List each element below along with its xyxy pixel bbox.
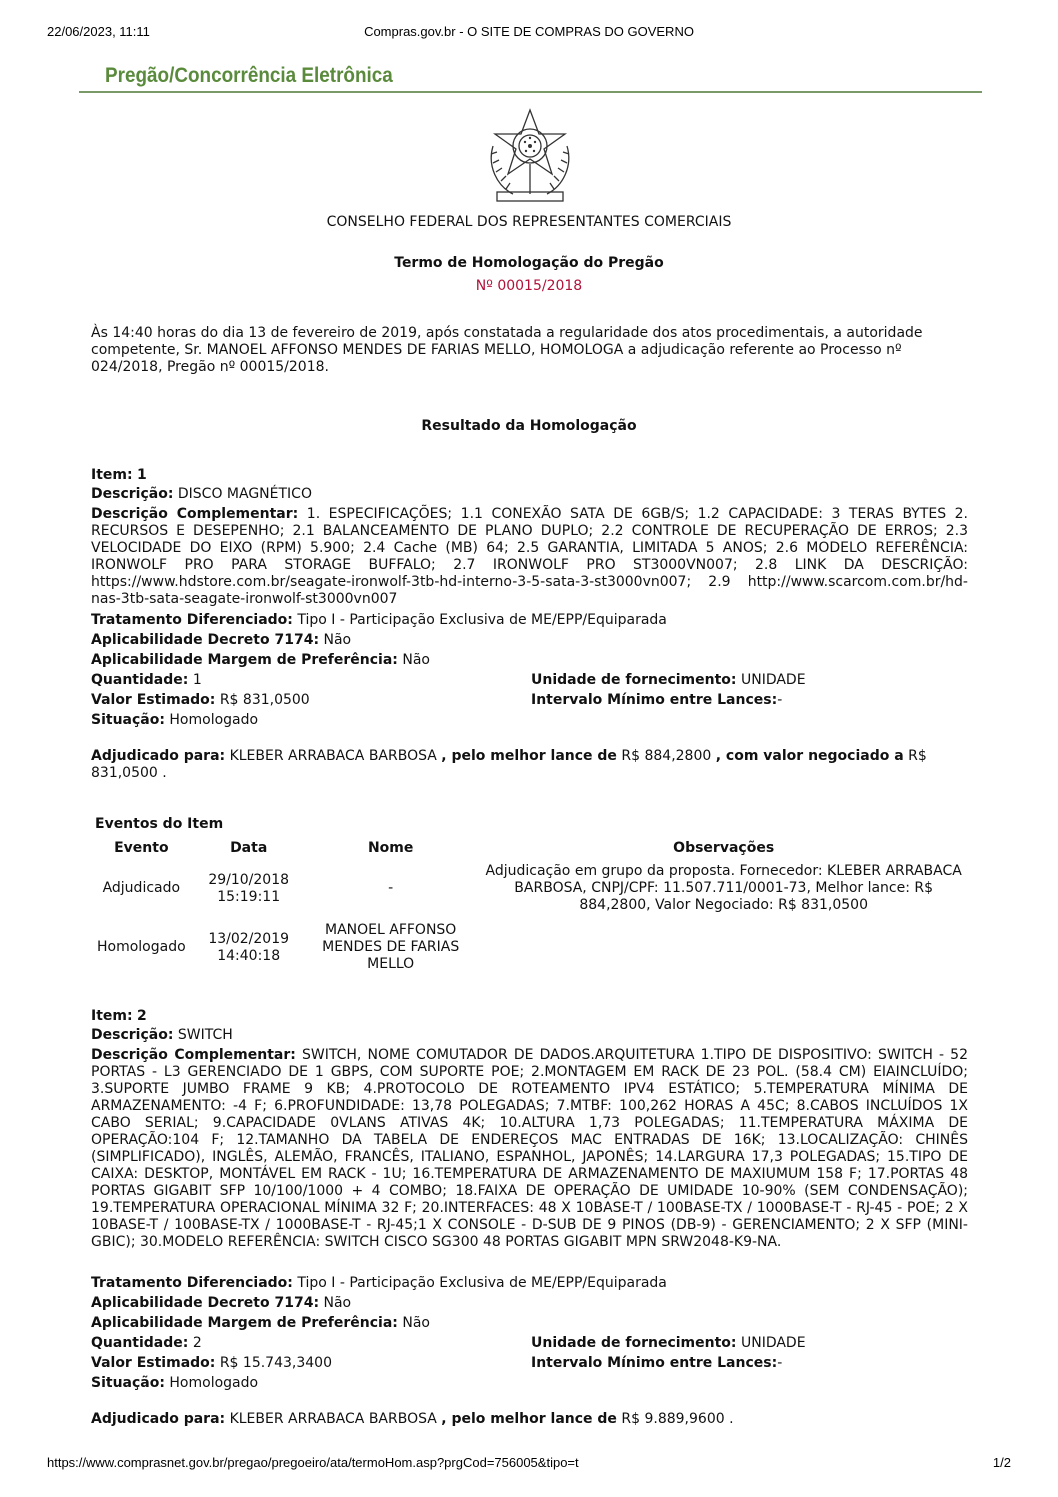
intro-paragraph: Às 14:40 horas do dia 13 de fevereiro de 2019, após constatada a regularidade dos atos procedimentais, a autoridade competente, Sr. MANOEL AFFONSO MENDES DE FARIAS MELLO, HOMOLOGA a adjudicação referente ao Processo nº 024/2018, Pregão nº 00015/2018. <box>91 325 923 375</box>
title-divider <box>79 91 982 93</box>
print-footer <box>47 1455 1011 1473</box>
item-estimated-value: Valor Estimado: R$ 15.743,3400 <box>91 1355 332 1371</box>
table-row <box>91 918 972 977</box>
document-title: Termo de Homologação do Pregão <box>394 255 664 271</box>
page-number: 1/2 <box>992 1455 1011 1470</box>
item-awarded: Adjudicado para: KLEBER ARRABACA BARBOSA , pelo melhor lance de R$ 884,2800 , com valor negociado a R$ 831,0500 . <box>91 748 927 781</box>
print-datetime: 22/06/2023, 11:11 <box>47 24 150 39</box>
event-date: 29/10/2018 15:19:11 <box>208 871 290 905</box>
item-treatment: Tratamento Diferenciado: Tipo I - Participação Exclusiva de ME/EPP/Equiparada <box>91 612 667 628</box>
item-margin: Aplicabilidade Margem de Preferência: Não <box>91 1315 430 1331</box>
events-table <box>91 838 972 977</box>
item-margin: Aplicabilidade Margem de Preferência: Não <box>91 652 430 668</box>
event-type: Homologado <box>97 939 186 955</box>
item-decree: Aplicabilidade Decreto 7174: Não <box>91 632 352 648</box>
item-number: Item: 2 <box>91 1008 147 1024</box>
item-treatment: Tratamento Diferenciado: Tipo I - Participação Exclusiva de ME/EPP/Equiparada <box>91 1275 667 1291</box>
item-estimated-value: Valor Estimado: R$ 831,0500 <box>91 692 310 708</box>
col-evento: Evento <box>114 840 169 856</box>
item-decree: Aplicabilidade Decreto 7174: Não <box>91 1295 352 1311</box>
event-date: 13/02/2019 14:40:18 <box>208 930 290 964</box>
table-row <box>91 859 972 918</box>
item-interval: Intervalo Mínimo entre Lances:- <box>531 692 783 708</box>
col-observacoes: Observações <box>673 840 775 856</box>
item-unit: Unidade de fornecimento: UNIDADE <box>531 1335 806 1351</box>
event-name: - <box>388 880 394 896</box>
item-quantity: Quantidade: 2 <box>91 1335 202 1351</box>
organization-name: CONSELHO FEDERAL DOS REPRESENTANTES COMERCIAIS <box>326 214 732 230</box>
item-complementary-description: Descrição Complementar: 1. ESPECIFICAÇÕES; 1.1 CONEXÃO SATA DE 6GB/S; 1.2 CAPACIDADE: 3 TERAS BYTES 2. RECURSOS E DESEPENHO; 2.1 BALANCEAMENTO DE PLANO DUPLO; 2.2 CONTROLE DE RECUPERAÇÃO DE ERROS; 2.3 VELOCIDADE DO EIXO (RPM) 5.900; 2.4 Cache (MB) 64; 2.5 GARANTIA, LIMITADA 5 ANOS; 2.6 MODELO REFERÊNCIA: IRONWOLF PRO PARA STORAGE BUFFALO; 2.7 IRONWOLF PRO ST3000VN007; 2.8 LINK DA DESCRIÇÃO: https://www.hdstore.com.br/seagate-ironwolf-3tb-hd-interno-3-5-sata-3-st3000vn007; 2.9 http://www.scarcom.com.br/hd-nas-3tb-sata-seagate-ironwolf-st3000vn007 <box>91 506 969 607</box>
event-type: Adjudicado <box>102 880 181 896</box>
item-interval: Intervalo Mínimo entre Lances:- <box>531 1355 783 1371</box>
print-header <box>47 24 1011 42</box>
item-complementary-description: Descrição Complementar: SWITCH, NOME COMUTADOR DE DADOS.ARQUITETURA 1.TIPO DE DISPOSITIVO: SWITCH - 52 PORTAS - L3 GERENCIADO DE 1 GBPS, COM SUPORTE POE; 2.MONTAGEM EM RACK DE 23 POL. (58.4 CM) EIAINCLUÍDO; 3.SUPORTE JUMBO FRAME 9 KB; 4.PROTOCOLO DE ROTEAMENTO IPV4 ESTÁTICO; 5.TEMPERATURA MÍNIMA DE ARMAZENAMENTO: -4 F; 6.PROFUNDIDADE: 13,78 POLEGADAS; 7.MTBF: 100,262 HORAS A 45C; 8.CABOS INCLUÍDOS 1X CABO SERIAL; 9.CAPACIDADE 0VLANS ATIVAS 4K; 10.ALTURA 1,73 POLEGADAS; 11.TEMPERATURA MÁXIMA DE OPERAÇÃO:104 F; 12.TAMANHO DA TABELA DE ENDEREÇOS MAC ENTRADAS DE 16K; 13.LOCALIZAÇÃO: CHINÊS (SIMPLIFICADO), INGLÊS, ALEMÃO, FRANCÊS, ITALIANO, ESPANHOL, JAPONÊS; 14.LARGURA 17,3 POLEGADAS; 15.TIPO DE CAIXA: DESKTOP, MONTÁVEL EM RACK - 1U; 16.TEMPERATURA DE ARMAZENAMENTO DE MAXIUMUM 158 F; 17.PORTAS 48 PORTAS GIGABIT SFP 10/100/1000 + 4 COMBO; 18.FAIXA DE OPERAÇÃO DE UMIDADE 10-90% (SEM CONDENSAÇÃO); 19.TEMPERATURA OPERACIONAL MÍNIMA 32 F; 20.INTERFACES: 48 X 10BASE-T / 100BASE-TX / 1000BASE-T - RJ-45 - POE; 2 X 10BASE-T / 100BASE-TX / 1000BASE-T - RJ-45;1 X CONSOLE - D-SUB DE 9 PINOS (DB-9) - GERENCIAMENTO; 2 X SFP (MINI-GBIC); 30.MODELO REFERÊNCIA: SWITCH CISCO SG300 48 PORTAS GIGABIT MPN SRW2048-K9-NA. <box>91 1047 968 1250</box>
item-description: Descrição: DISCO MAGNÉTICO <box>91 486 312 502</box>
item-unit: Unidade de fornecimento: UNIDADE <box>531 672 806 688</box>
event-notes <box>476 918 972 977</box>
item-status: Situação: Homologado <box>91 712 259 728</box>
site-title: Pregão/Concorrência Eletrônica <box>105 64 393 87</box>
item-quantity: Quantidade: 1 <box>91 672 202 688</box>
item-description: Descrição: SWITCH <box>91 1027 233 1043</box>
print-page-title: Compras.gov.br - O SITE DE COMPRAS DO GOVERNO <box>364 24 694 39</box>
page-url: https://www.comprasnet.gov.br/pregao/pregoeiro/ata/termoHom.asp?prgCod=756005&tipo=t <box>47 1455 579 1470</box>
item-status: Situação: Homologado <box>91 1375 259 1391</box>
document-number: Nº 00015/2018 <box>475 278 583 294</box>
col-data: Data <box>230 840 268 856</box>
events-header-row <box>91 838 972 859</box>
brazil-coat-of-arms-icon <box>483 106 577 210</box>
item-number: Item: 1 <box>91 467 147 483</box>
event-notes: Adjudicação em grupo da proposta. Fornecedor: KLEBER ARRABACA BARBOSA, CNPJ/CPF: 11.507.711/0001-73, Melhor lance: R$ 884,2800, Valor Negociado: R$ 831,0500 <box>485 863 962 913</box>
event-name: MANOEL AFFONSO MENDES DE FARIAS MELLO <box>322 922 460 972</box>
result-title: Resultado da Homologação <box>421 418 637 434</box>
col-nome: Nome <box>367 840 414 856</box>
events-title: Eventos do Item <box>95 816 224 832</box>
item-awarded: Adjudicado para: KLEBER ARRABACA BARBOSA , pelo melhor lance de R$ 9.889,9600 . <box>91 1411 734 1427</box>
